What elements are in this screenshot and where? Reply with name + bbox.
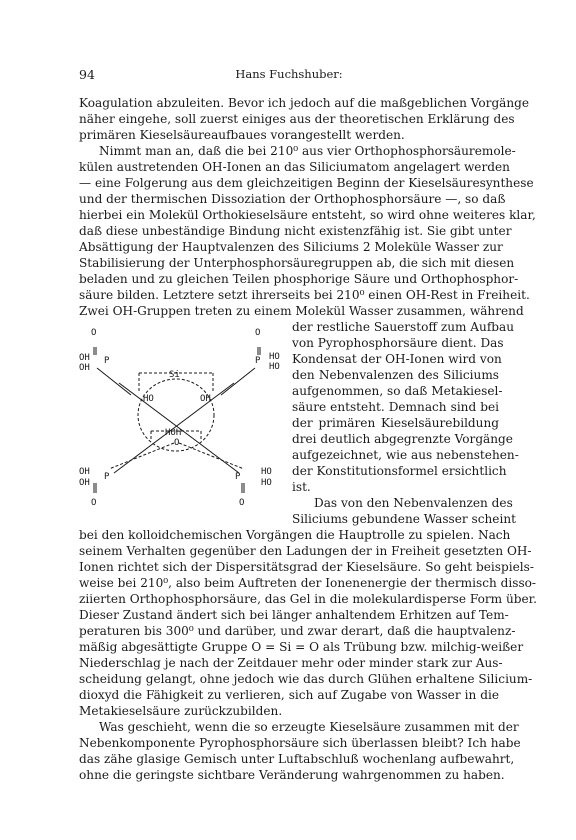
formula-label: OH [79,467,90,477]
text-line: dioxyd die Fähigkeit zu verlieren, sich auf Zugabe von Wasser in die [79,688,499,702]
formula-label: HO [261,478,272,488]
text-line: säure bilden. Letztere setzt ihrerseits bei 210⁰ einen OH-Rest in Freiheit. [79,288,530,302]
side-text-line: der primären Kieselsäurebildung [292,416,499,430]
text-line: — eine Folgerung aus dem gleichzeitigen Beginn der Kieselsäuresynthese [79,176,534,190]
text-line: Nimmt man an, daß die bei 210⁰ aus vier Orthophosphorsäuremole- [99,144,516,158]
text-line: daß diese unbeständige Bindung nicht existenzfähig ist. Sie gibt unter [79,224,512,238]
text-line: mäßig abgesättigte Gruppe O = Si = O als Trübung bzw. milchig-weißer [79,640,524,654]
constitution-formula [79,323,294,513]
formula-label: OH [79,478,90,488]
text-line: külen austretenden OH-Ionen an das Siliciumatom angelagert werden [79,160,510,174]
formula-label: P [235,472,241,482]
formula-label: O [174,438,180,448]
formula-label: HOH [165,428,182,438]
side-text-line: aufgezeichnet, wie aus nebenstehen- [292,448,519,462]
page-number: 94 [79,67,95,82]
text-line: peraturen bis 300⁰ und darüber, und zwar derart, daß die hauptvalenz- [79,624,516,638]
side-text-line: der restliche Sauerstoff zum Aufbau [292,320,515,334]
formula-label: O [91,498,97,508]
formula-label: O [255,328,261,338]
text-line: Was geschieht, wenn die so erzeugte Kieselsäure zusammen mit der [99,720,519,734]
formula-label: HO [269,362,280,372]
side-text-line: ist. [292,480,311,494]
formula-label: OH [79,353,90,363]
text-line: seinem Verhalten gegenüber den Ladungen der in Freiheit gesetzten OH- [79,544,532,558]
formula-label: O [239,498,245,508]
text-line: ziierten Orthophosphorsäure, das Gel in die molekulardisperse Form über. [79,592,537,606]
side-text-line: säure entsteht. Demnach sind bei [292,400,499,414]
text-line: Metakieselsäure zurückzubilden. [79,704,283,718]
side-text-line: aufgenommen, so daß Metakiesel- [292,384,503,398]
text-line: näher eingehe, soll zuerst einiges aus der theoretischen Erklärung des [79,112,515,126]
text-line: Dieser Zustand ändert sich bei länger anhaltendem Erhitzen auf Tem- [79,608,509,622]
text-line: Ionen richtet sich der Dispersitätsgrad der Kieselsäure. So geht beispiels- [79,560,534,574]
text-line: weise bei 210⁰, also beim Auftreten der Ionenenergie der thermisch disso- [79,576,537,590]
formula-label: HO [269,352,280,362]
side-text-line: von Pyrophosphorsäure dient. Das [292,336,504,350]
formula-label: Si [169,370,180,380]
formula-label: O [91,328,97,338]
formula-label: P [255,356,261,366]
text-line: und der thermischen Dissoziation der Orthophosphorsäure —, so daß [79,192,506,206]
text-line: Koagulation abzuleiten. Bevor ich jedoch auf die maßgeblichen Vorgänge [79,96,530,110]
running-head: Hans Fuchshuber: [235,67,343,81]
text-line: Nebenkomponente Pyrophosphorsäure sich überlassen bleibt? Ich habe [79,736,521,750]
formula-label: HO [261,467,272,477]
side-text-line: Das von den Nebenvalenzen des [314,496,513,510]
text-line: Niederschlag je nach der Zeitdauer mehr oder minder stark zur Aus- [79,656,503,670]
formula-label: OH [79,363,90,373]
side-text-line: der Konstitutionsformel ersichtlich [292,464,507,478]
page-header [79,67,499,83]
text-line: beladen und zu gleichen Teilen phosphorige Säure und Orthophosphor- [79,272,519,286]
text-line: scheidung gelangt, ohne jedoch wie das durch Glühen erhaltene Silicium- [79,672,533,686]
text-line: Stabilisierung der Unterphosphorsäuregruppen ab, die sich mit diesen [79,256,515,270]
text-line: Zwei OH-Gruppen treten zu einem Molekül Wasser zusammen, während [79,304,524,318]
text-line: primären Kieselsäureaufbaues vorangestellt werden. [79,128,405,142]
text-line: hierbei ein Molekül Orthokieselsäure entsteht, so wird ohne weiteres klar, [79,208,536,222]
text-line: ohne die geringste sichtbare Veränderung wahrgenommen zu haben. [79,768,505,782]
side-text-line: den Nebenvalenzen des Siliciums [292,368,499,382]
text-line: bei den kolloidchemischen Vorgängen die Hauptrolle zu spielen. Nach [79,528,511,542]
formula-label: P [104,356,110,366]
formula-label: HO [143,394,154,404]
side-text-line: Kondensat der OH-Ionen wird von [292,352,502,366]
formula-label: P [104,472,110,482]
text-line: Absättigung der Hauptvalenzen des Siliciums 2 Moleküle Wasser zur [79,240,503,254]
formula-label: OH [200,394,211,404]
side-text-line: drei deutlich abgegrenzte Vorgänge [292,432,513,446]
text-line: das zähe glasige Gemisch unter Luftabschluß wochenlang aufbewahrt, [79,752,515,766]
side-text-line: Siliciums gebundene Wasser scheint [292,512,516,526]
